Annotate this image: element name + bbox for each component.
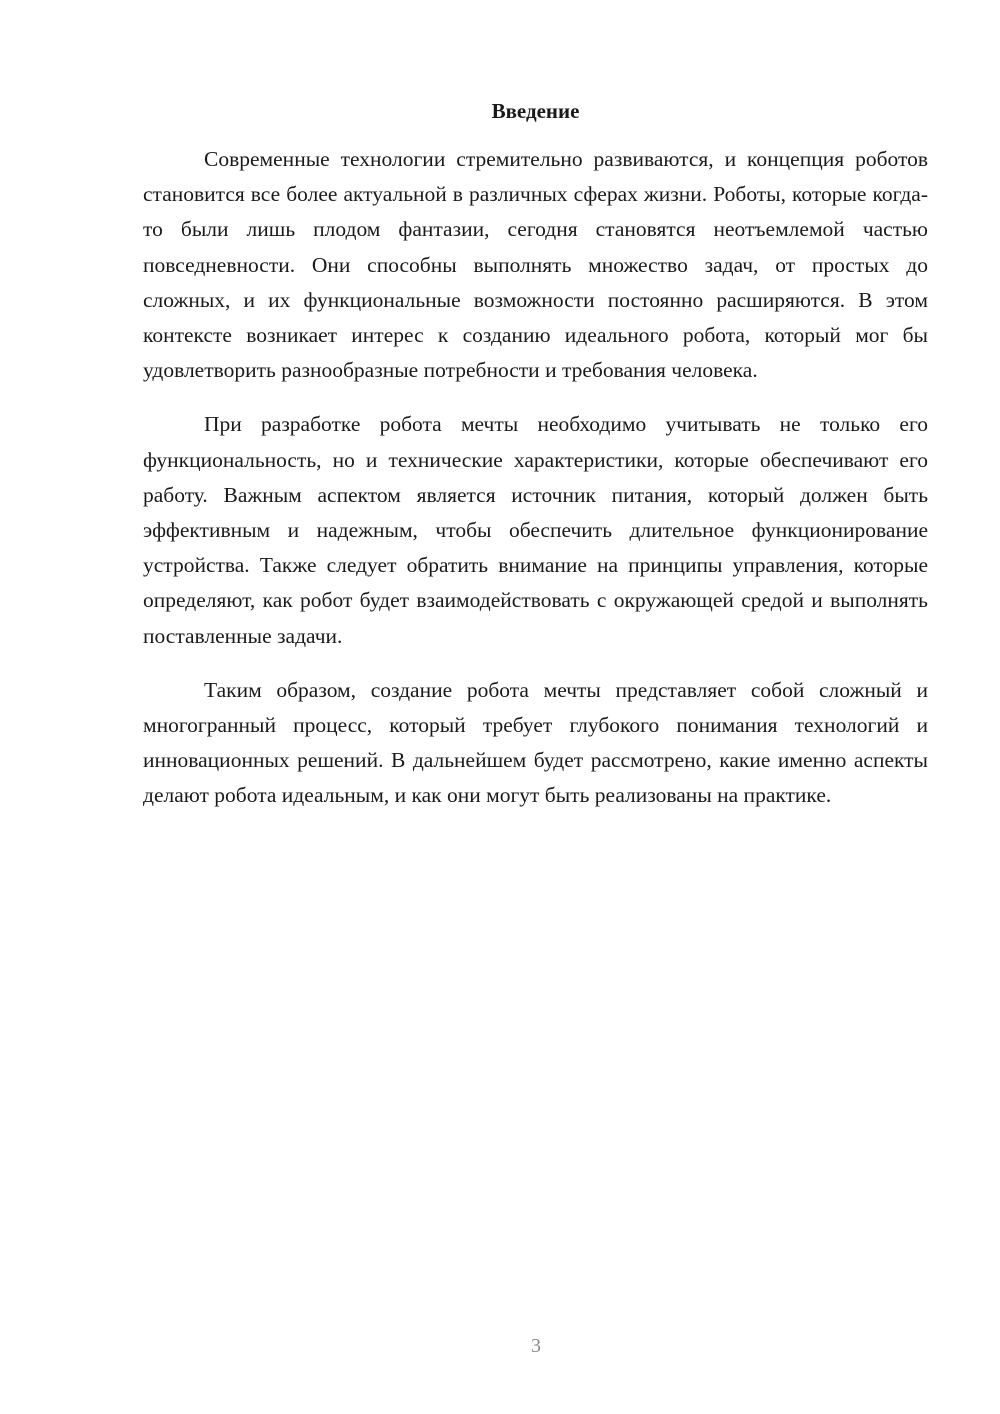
paragraph-conclusion: Таким образом, создание робота мечты представляет собой сложный и многогранный процесс, который требует глубокого понимания технологий и инновационных решений. В дальнейшем будет рассмотрено, какие именно аспекты делают робота идеальным, и как они могут быть реализованы на практике. bbox=[143, 677, 928, 808]
paragraph-design: При разработке робота мечты необходимо учитывать не только его функциональность, но и технические характеристики, которые обеспечивают его работу. Важным аспектом является источник питания, который должен быть эффективным и надежным, чтобы обеспечить длительное функционирование устройства. Также следует обратить внимание на принципы управления, которые определяют, как робот будет взаимодействовать с окружающей средой и выполнять поставленные задачи. bbox=[143, 412, 928, 648]
page-number: 3 bbox=[531, 1335, 541, 1357]
section-title: Введение bbox=[491, 99, 580, 123]
body-text bbox=[143, 142, 928, 814]
paragraph-intro: Современные технологии стремительно развиваются, и концепция роботов становится все более актуальной в различных сферах жизни. Роботы, которые когда-то были лишь плодом фантазии, сегодня становятся неотъемлемой частью повседневности. Они способны выполнять множество задач, от простых до сложных, и их функциональные возможности постоянно расширяются. В этом контексте возникает интерес к созданию идеального робота, который мог бы удовлетворить разнообразные потребности и требования человека. bbox=[143, 147, 928, 383]
